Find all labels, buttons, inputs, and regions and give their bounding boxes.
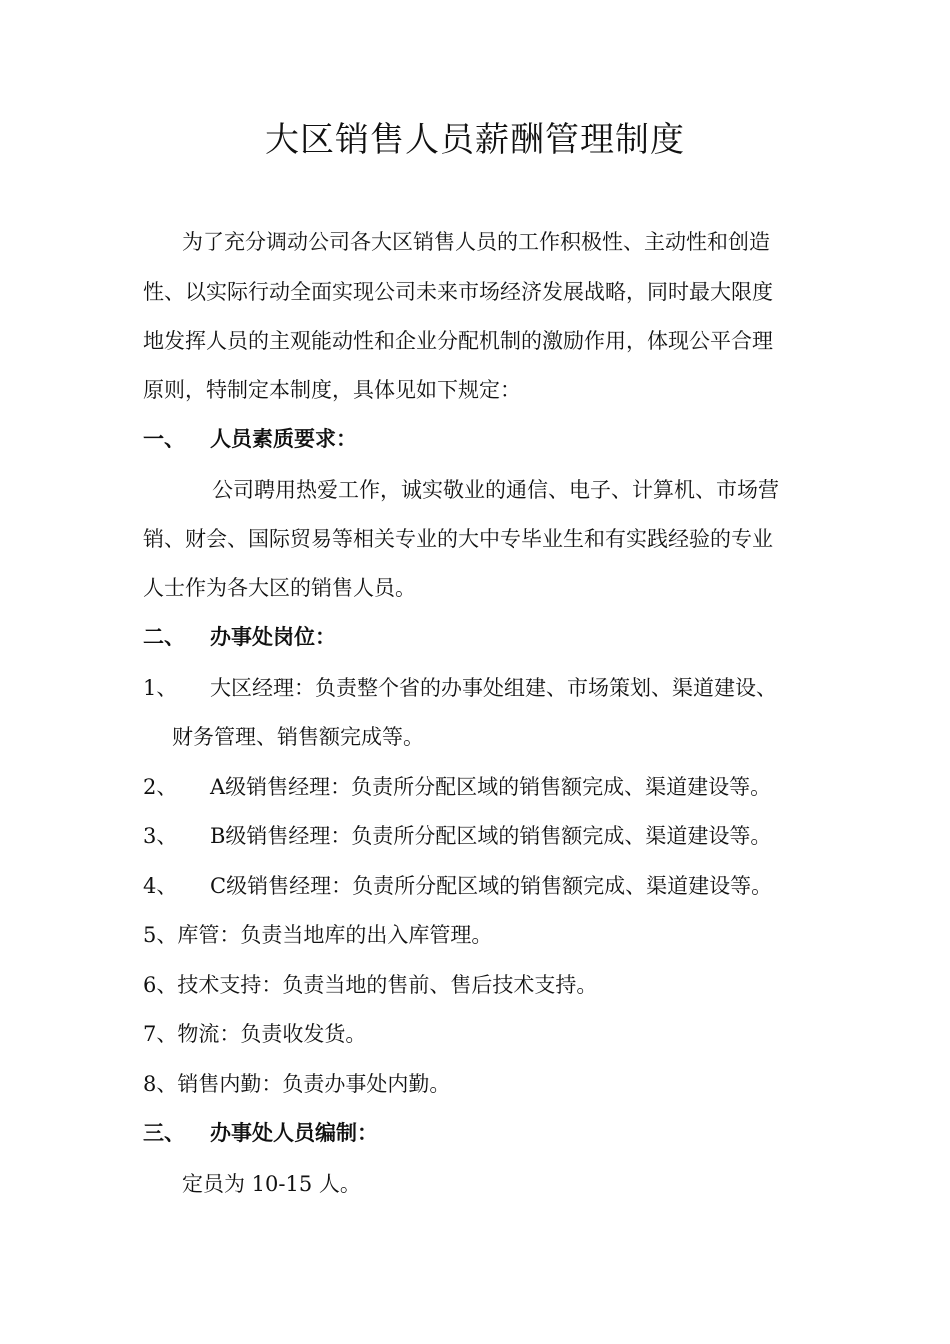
list-item-4-text: C级销售经理：负责所分配区域的销售额完成、渠道建设等。 [210, 874, 773, 898]
list-item-1-number: 1、 [143, 676, 178, 700]
list-item-2-number: 2、 [143, 775, 178, 799]
list-item-8-text: 8、销售内勤：负责办事处内勤。 [143, 1072, 451, 1096]
section-1-line-3: 人士作为各大区的销售人员。 [143, 576, 416, 600]
list-item-4-number: 4、 [143, 874, 178, 898]
section-3-number: 三、 [143, 1120, 185, 1145]
list-item-2-text: A级销售经理：负责所分配区域的销售额完成、渠道建设等。 [210, 775, 772, 799]
intro-line-4: 原则，特制定本制度，具体见如下规定： [143, 378, 521, 402]
section-1-line-1: 公司聘用热爱工作，诚实敬业的通信、电子、计算机、市场营 [212, 478, 779, 502]
page-title: 大区销售人员薪酬管理制度 [265, 120, 685, 160]
intro-line-3: 地发挥人员的主观能动性和企业分配机制的激励作用，体现公平合理 [143, 329, 773, 353]
list-item-6-text: 6、技术支持：负责当地的售前、售后技术支持。 [143, 973, 598, 997]
section-2-heading: 办事处岗位： [210, 624, 336, 649]
intro-line-1: 为了充分调动公司各大区销售人员的工作积极性、主动性和创造 [182, 230, 770, 254]
list-item-1-line-1: 大区经理：负责整个省的办事处组建、市场策划、渠道建设、 [210, 676, 777, 700]
section-2-number: 二、 [143, 624, 185, 649]
intro-line-2: 性、以实际行动全面实现公司未来市场经济发展战略，同时最大限度 [143, 280, 773, 304]
list-item-5-text: 5、库管：负责当地库的出入库管理。 [143, 923, 493, 947]
section-1-number: 一、 [143, 426, 185, 451]
section-1-line-2: 销、财会、国际贸易等相关专业的大中专毕业生和有实践经验的专业 [143, 527, 773, 551]
list-item-7-text: 7、物流：负责收发货。 [143, 1022, 367, 1046]
list-item-3-number: 3、 [143, 824, 178, 848]
list-item-1-line-2: 财务管理、销售额完成等。 [172, 725, 424, 749]
list-item-3-text: B级销售经理：负责所分配区域的销售额完成、渠道建设等。 [210, 824, 772, 848]
section-3-line-1: 定员为 10-15 人。 [182, 1172, 361, 1196]
section-1-heading: 人员素质要求： [210, 426, 357, 451]
section-3-heading: 办事处人员编制： [210, 1120, 378, 1145]
